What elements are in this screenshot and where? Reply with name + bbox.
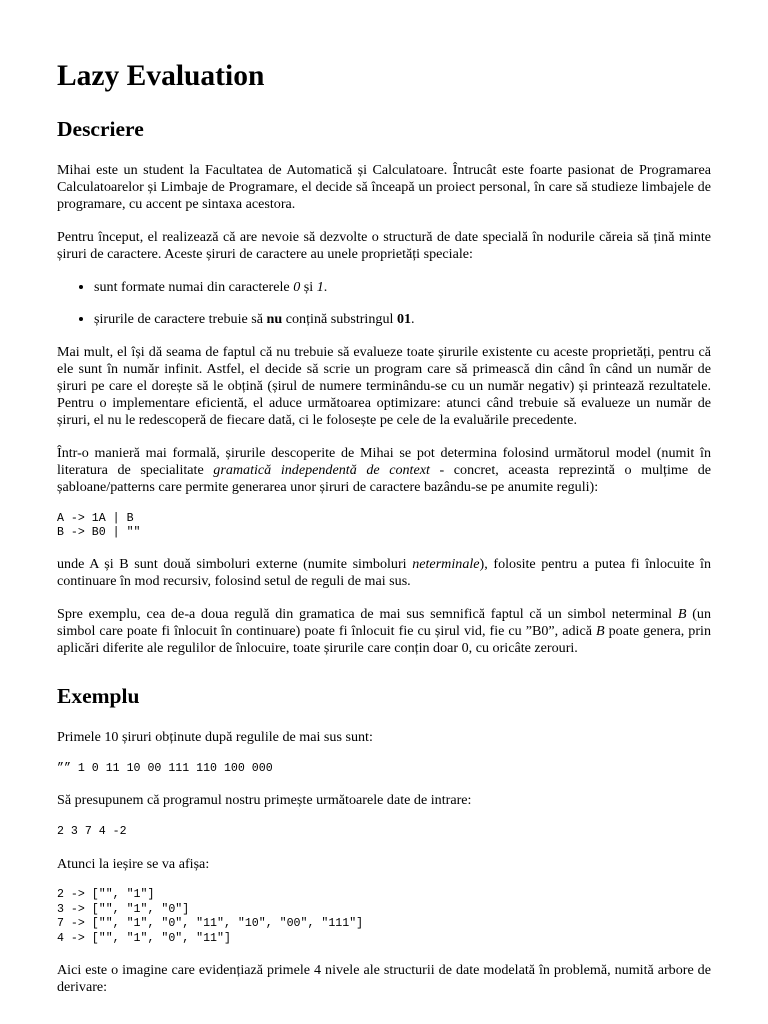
bullet-text: șirurile de caractere trebuie să — [94, 311, 267, 328]
paragraph-text: - concret, aceasta reprezintă o mulțime de șabloane/patterns care permite generarea unor șiruri de caractere bazându-se pe anumite reguli): — [57, 461, 711, 495]
section-heading-descriere: Descriere — [57, 117, 144, 141]
grammar-code-block: A -> 1A | B B -> B0 | "" — [57, 511, 141, 539]
paragraph-text: Spre exemplu, cea de-a doua regulă din gramatica de mai sus semnifică faptul că un simbol neterminal — [57, 606, 678, 623]
emphasis-symbol: B — [677, 606, 687, 623]
list-item — [94, 279, 711, 296]
bullet-text: . — [411, 311, 415, 328]
section-heading-exemplu: Exemplu — [57, 683, 140, 708]
document — [57, 0, 711, 996]
bullet-text: sunt formate numai din caracterele — [94, 278, 294, 295]
bullet-text: și — [300, 278, 317, 295]
paragraph-first-strings: Primele 10 șiruri obținute după regulile de mai sus sunt: — [57, 728, 373, 745]
paragraph-optimization: Mai mult, el își dă seama de faptul că nu trebuie să evalueze toate șirurile existente cu aceste proprietăți, pentru că ele sunt în număr infinit. Astfel, el decide să scrie un program care să primească din când în când un număr de șiruri pe care el dorește să le obțină (șirul de numere terminându-se cu un număr negativ) și printează rezultatele. Pentru o implementare eficientă, el aduce următoarea optimizare: atunci când trebuie să evalueze un număr de șiruri, el nu le redescoperă de fiecare dată, ci le folosește pe cele de la evaluările precedente. — [57, 344, 711, 428]
page-title: Lazy Evaluation — [57, 60, 265, 92]
emphasis-symbol: B — [596, 623, 605, 640]
emphasis-term: gramatică independentă de context — [213, 461, 430, 478]
paragraph-intro: Mihai este un student la Facultatea de Automatică și Calculatoare. Întrucât este foarte pasionat de Programarea Calculatoarelor și Limbaje de Programare, el decide să înceapă un proiect personal, în care să studieze limbajele de programare, cu accent pe sintaxa acestora. — [57, 162, 711, 212]
emphasis-term: neterminale — [412, 556, 480, 573]
paragraph-text: Într-o manieră mai formală, șirurile descoperite de Mihai se pot determina folosind următorul model (numit în literatura de specialitate — [57, 444, 711, 478]
bullet-text: conțină substringul — [282, 311, 397, 328]
bullet-emphasis: 1 — [316, 278, 324, 295]
list-item — [94, 311, 711, 328]
bullet-strong: nu — [266, 311, 283, 328]
paragraph-text: ), folosite pentru a putea fi înlocuite în continuare în mod recursiv, folosind setul de reguli de mai sus. — [57, 556, 711, 590]
bullet-strong: 01 — [396, 311, 412, 328]
strings-code-block: ”” 1 0 11 10 00 111 110 100 000 — [57, 761, 273, 775]
paragraph-output-intro: Atunci la ieșire se va afișa: — [57, 855, 210, 872]
paragraph-structure: Pentru început, el realizează că are nevoie să dezvolte o structură de date specială în nodurile căreia să țină minte șiruri de caractere. Aceste șiruri de caractere au unele proprietăți speciale: — [57, 228, 711, 262]
bullet-emphasis: 0 — [293, 278, 301, 295]
output-code-block: 2 -> ["", "1"] 3 -> ["", "1", "0"] 7 -> ["", "1", "0", "11", "10", "00", "111"] 4 -> ["", "1", "0", "11"] — [57, 888, 364, 945]
input-code-block: 2 3 7 4 -2 — [57, 825, 127, 839]
paragraph-symbols — [57, 556, 711, 590]
paragraph-formal — [57, 445, 711, 496]
bullet-text: . — [323, 278, 328, 295]
paragraph-rule-example — [57, 606, 711, 657]
properties-list — [57, 279, 711, 329]
paragraph-text: (un simbol care poate fi înlocuit în continuare) poate fi înlocuit fie cu șirul vid, fie cu ”B0”, adică — [57, 606, 711, 640]
paragraph-tree-intro: Aici este o imagine care evidențiază primele 4 nivele ale structurii de date modelată în problemă, numită arbore de derivare: — [57, 962, 711, 995]
paragraph-text: unde A și B sunt două simboluri externe (numite simboluri — [57, 556, 413, 573]
paragraph-input-intro: Să presupunem că programul nostru primește următoarele date de intrare: — [57, 792, 472, 809]
paragraph-text: poate genera, prin aplicări diferite ale regulilor de înlocuire, toate șirurile care conțin doar 0, cu oricâte zerouri. — [57, 623, 711, 657]
